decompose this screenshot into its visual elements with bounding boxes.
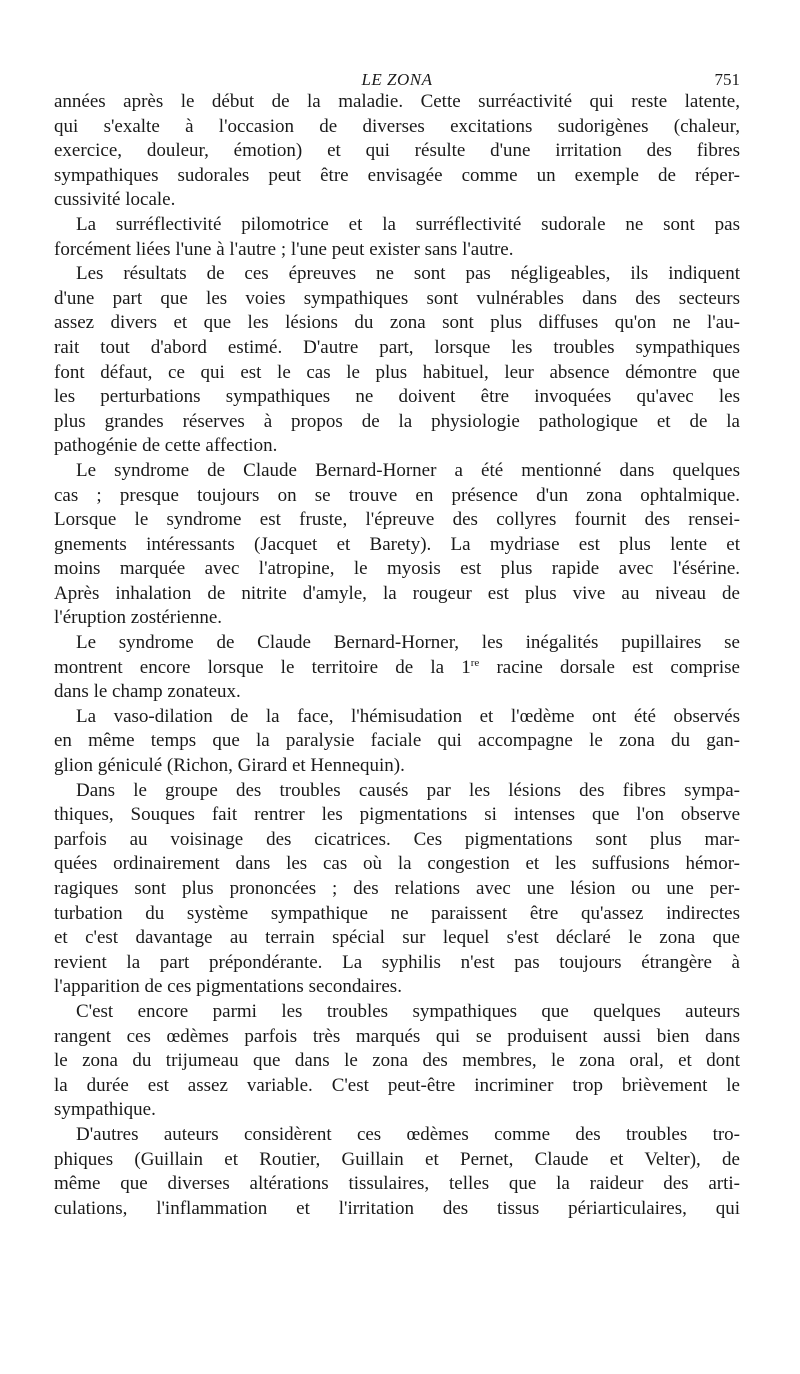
text-line: Le syndrome de Claude Bernard-Horner, les inégalités pupillaires se	[76, 632, 740, 654]
text-line: même que diverses altérations tissulaires, telles que la raideur des arti-	[54, 1173, 740, 1195]
ordinal-superscript: re	[470, 656, 480, 669]
text-line: le zona du trijumeau que dans le zona des membres, le zona oral, et dont	[54, 1050, 740, 1072]
text-line: l'éruption zostérienne.	[54, 607, 223, 629]
running-title: LE ZONA	[361, 70, 433, 89]
paragraph	[54, 631, 740, 705]
text-line: cussivité locale.	[54, 189, 176, 211]
text-line: font défaut, ce qui est le cas le plus habituel, leur absence démontre que	[54, 361, 740, 383]
text-line	[54, 656, 740, 681]
text-line: dans le champ zonateux.	[54, 681, 241, 703]
text-line: ragiques sont plus prononcées ; des relations avec une lésion ou une per-	[54, 878, 740, 899]
text-line: années après le début de la maladie. Cette surréactivité qui reste latente,	[54, 91, 740, 112]
text-segment: montrent encore lorsque le territoire de la 1	[54, 656, 471, 678]
text-segment: racine dorsale est comprise	[479, 656, 740, 678]
paragraph	[54, 213, 740, 262]
text-line: Les résultats de ces épreuves ne sont pas négligeables, ils indiquent	[76, 263, 740, 285]
text-line: culations, l'inflammation et l'irritation des tissus périarticulaires, qui	[54, 1197, 740, 1219]
text-line: turbation du système sympathique ne paraissent être qu'assez indirectes	[54, 902, 740, 924]
text-line: d'une part que les voies sympathiques sont vulnérables dans des secteurs	[54, 287, 740, 309]
text-line: rait tout d'abord estimé. D'autre part, lorsque les troubles sympathiques	[54, 336, 740, 358]
text-line: Lorsque le syndrome est fruste, l'épreuve des collyres fournit des rensei-	[54, 509, 740, 531]
text-line: phiques (Guillain et Routier, Guillain et Pernet, Claude et Velter), de	[54, 1148, 740, 1170]
text-line: pathogénie de cette affection.	[54, 435, 278, 457]
paragraph	[54, 459, 740, 631]
text-line: plus grandes réserves à propos de la physiologie pathologique et de la	[54, 410, 740, 432]
text-line: Le syndrome de Claude Bernard-Horner a été mentionné dans quelques	[76, 459, 740, 481]
text-line: assez divers et que les lésions du zona sont plus diffuses qu'on ne l'au-	[54, 312, 740, 334]
text-line: sympathiques sudorales peut être envisagée comme un exemple de réper-	[54, 164, 740, 186]
text-line: La vaso-dilation de la face, l'hémisudation et l'œdème ont été observés	[76, 705, 740, 727]
text-line: D'autres auteurs considèrent ces œdèmes comme des troubles tro-	[76, 1123, 740, 1145]
page-number: 751	[714, 70, 740, 89]
text-line: sympathique.	[54, 1099, 156, 1121]
text-line: glion géniculé (Richon, Girard et Hennequin).	[54, 755, 405, 777]
text-line: en même temps que la paralysie faciale qui accompagne le zona du gan-	[54, 730, 740, 752]
text-line: Après inhalation de nitrite d'amyle, la rougeur est plus vive au niveau de	[54, 582, 740, 604]
text-line: l'apparition de ces pigmentations secondaires.	[54, 976, 402, 998]
text-line: rangent ces œdèmes parfois très marqués qui se produisent aussi bien dans	[54, 1025, 740, 1047]
paragraph	[54, 1000, 740, 1123]
text-line: les perturbations sympathiques ne doivent être invoquées qu'avec les	[54, 386, 740, 408]
paragraph	[54, 779, 740, 1000]
text-line: et c'est davantage au terrain spécial sur lequel s'est déclaré le zona que	[54, 927, 740, 949]
text-line: forcément liées l'une à l'autre ; l'une peut exister sans l'autre.	[54, 238, 514, 260]
text-line: cas ; presque toujours on se trouve en présence d'un zona ophtalmique.	[54, 484, 740, 506]
text-line: parfois au voisinage des cicatrices. Ces pigmentations sont plus mar-	[54, 828, 740, 850]
paragraph	[54, 262, 740, 459]
paragraph	[54, 705, 740, 779]
text-line: revient la part prépondérante. La syphilis n'est pas toujours étrangère à	[54, 951, 740, 973]
paragraph	[54, 1123, 740, 1221]
body-text	[54, 90, 740, 1221]
text-line: qui s'exalte à l'occasion de diverses excitations sudorigènes (chaleur,	[54, 115, 740, 137]
text-line: moins marquée avec l'atropine, le myosis est plus rapide avec l'ésérine.	[54, 558, 740, 580]
text-line: quées ordinairement dans les cas où la congestion et les suffusions hémor-	[54, 853, 740, 875]
text-line: la durée est assez variable. C'est peut-être incriminer trop brièvement le	[54, 1074, 740, 1096]
text-line: C'est encore parmi les troubles sympathiques que quelques auteurs	[76, 1000, 740, 1022]
text-line: La surréflectivité pilomotrice et la surréflectivité sudorale ne sont pas	[76, 213, 740, 235]
text-line: Dans le groupe des troubles causés par les lésions des fibres sympa-	[76, 779, 740, 801]
text-line: thiques, Souques fait rentrer les pigmentations si intenses que l'on observe	[54, 804, 740, 826]
paragraph	[54, 90, 740, 213]
text-line: gnements intéressants (Jacquet et Barety). La mydriase est plus lente et	[54, 533, 740, 555]
text-line: exercice, douleur, émotion) et qui résulte d'une irritation des fibres	[54, 140, 740, 162]
